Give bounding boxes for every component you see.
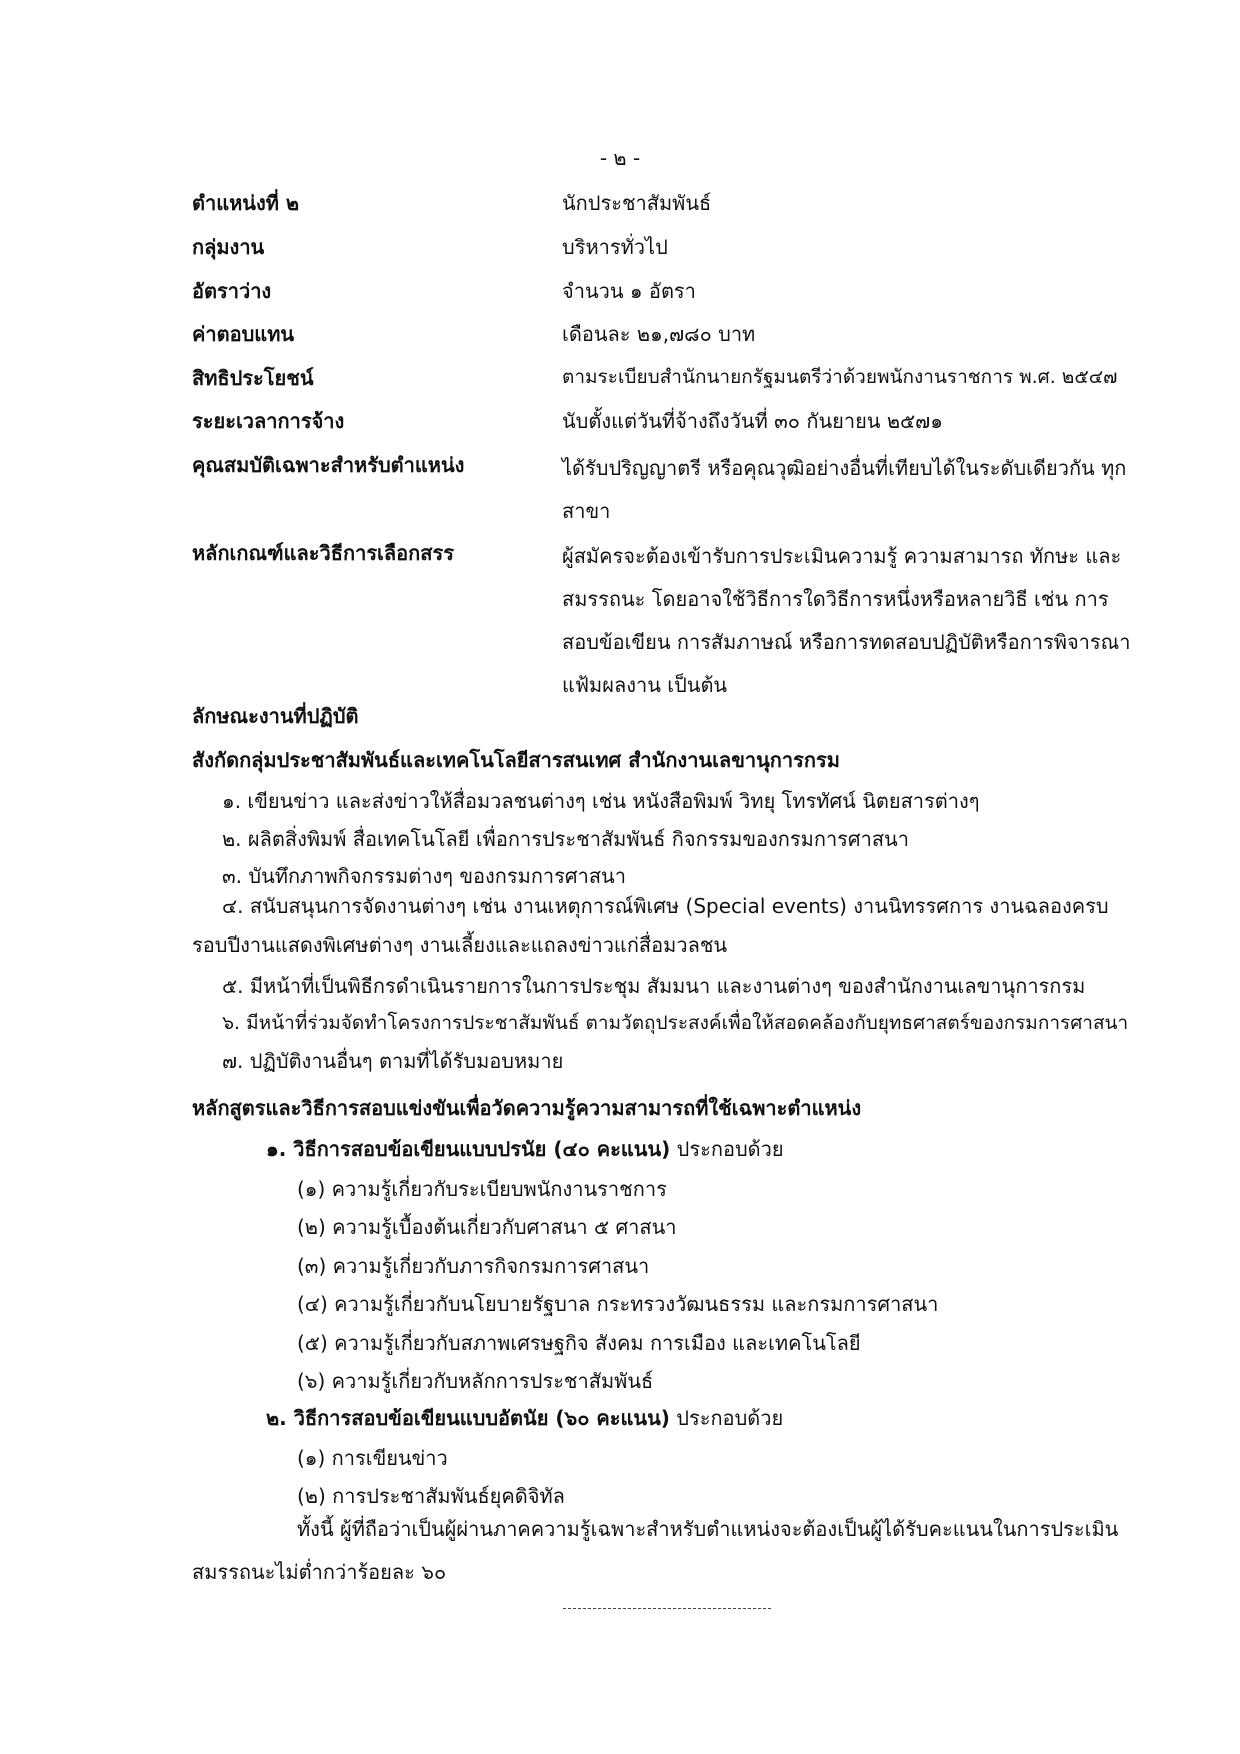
info-label: กลุ่มงาน [192, 235, 265, 259]
info-value: บริหารทั่วไป [562, 235, 668, 259]
exam-part-1 [266, 1133, 784, 1165]
duty-item: ๓. บันทึกภาพกิจกรรมต่างๆ ของกรมการศาสนา [222, 864, 626, 888]
exam-item: (๑) ความรู้เกี่ยวกับระเบียบพนักงานราชการ [297, 1177, 667, 1201]
exam-part-title: ๒. วิธีการสอบข้อเขียนแบบอัตนัย (๖๐ คะแนน) [266, 1406, 670, 1430]
exam-part-suffix: ประกอบด้วย [670, 1137, 784, 1161]
duty-item: ๒. ผลิตสิ่งพิมพ์ สื่อเทคโนโลยี เพื่อการประชาสัมพันธ์ กิจกรรมของกรมการศาสนา [222, 827, 909, 851]
duty-item: ๖. มีหน้าที่ร่วมจัดทำโครงการประชาสัมพันธ์ ตามวัตถุประสงค์เพื่อให้สอดคล้องกับยุทธศาสตร์ของกรมการศาสนา [222, 1012, 1129, 1034]
info-label: ตำแหน่งที่ ๒ [192, 191, 300, 215]
exam-item: (๓) ความรู้เกี่ยวกับภารกิจกรมการศาสนา [297, 1254, 650, 1278]
duty-item: ๔. สนับสนุนการจัดงานต่างๆ เช่น งานเหตุการณ์พิเศษ (Special events) งานนิทรรศการ งานฉลองครบรอบปีงานแสดงพิเศษต่างๆ งานเลี้ยงและแถลงข่าวแก่สื่อมวลชน [192, 894, 1109, 957]
info-label: สิทธิประโยชน์ [192, 366, 314, 390]
info-value: นักประชาสัมพันธ์ [562, 191, 712, 215]
exam-item: (๔) ความรู้เกี่ยวกับนโยบายรัฐบาล กระทรวงวัฒนธรรม และกรมการศาสนา [297, 1292, 939, 1316]
exam-heading: หลักสูตรและวิธีการสอบแข่งขันเพื่อวัดความรู้ความสามารถที่ใช้เฉพาะตำแหน่ง [192, 1096, 862, 1120]
exam-part-2 [266, 1402, 783, 1434]
exam-item: (๒) การประชาสัมพันธ์ยุคดิจิทัล [297, 1484, 565, 1508]
exam-part-suffix: ประกอบด้วย [669, 1406, 784, 1430]
exam-note: ทั้งนี้ ผู้ที่ถือว่าเป็นผู้ผ่านภาคความรู้เฉพาะสำหรับตำแหน่งจะต้องเป็นผู้ได้รับคะแนนในการประเมินสมรรถนะไม่ต่ำกว่าร้อยละ ๖๐ [192, 1517, 1119, 1584]
exam-item: (๒) ความรู้เบื้องต้นเกี่ยวกับศาสนา ๕ ศาสนา [297, 1215, 677, 1239]
info-label: ค่าตอบแทน [192, 322, 295, 346]
exam-item: (๖) ความรู้เกี่ยวกับหลักการประชาสัมพันธ์ [297, 1369, 654, 1393]
info-value: เดือนละ ๒๑,๗๘๐ บาท [562, 322, 756, 346]
duties-heading: ลักษณะงานที่ปฏิบัติ [192, 704, 359, 728]
info-value: ตามระเบียบสำนักนายกรัฐมนตรีว่าด้วยพนักงานราชการ พ.ศ. ๒๕๔๗ [562, 366, 1118, 388]
duty-item: ๕. มีหน้าที่เป็นพิธีกรดำเนินรายการในการประชุม สัมมนา และงานต่างๆ ของสำนักงานเลขานุการกรม [222, 974, 1086, 998]
end-divider [563, 1608, 771, 1609]
duty-item: ๗. ปฏิบัติงานอื่นๆ ตามที่ได้รับมอบหมาย [222, 1049, 564, 1073]
info-label: คุณสมบัติเฉพาะสำหรับตำแหน่ง [192, 453, 465, 477]
exam-part-title: ๑. วิธีการสอบข้อเขียนแบบปรนัย (๔๐ คะแนน) [266, 1137, 671, 1161]
info-value: จำนวน ๑ อัตรา [562, 279, 696, 303]
info-label: ระยะเวลาการจ้าง [192, 409, 345, 433]
page-number: - ๒ - [599, 146, 641, 170]
info-value: นับตั้งแต่วันที่จ้างถึงวันที่ ๓๐ กันยายน ๒๕๗๑ [562, 409, 943, 433]
info-value: ได้รับปริญญาตรี หรือคุณวุฒิอย่างอื่นที่เทียบได้ในระดับเดียวกัน ทุกสาขา [562, 456, 1127, 523]
info-label: อัตราว่าง [192, 279, 272, 303]
duties-subheading: สังกัดกลุ่มประชาสัมพันธ์และเทคโนโลยีสารสนเทศ สำนักงานเลขานุการกรม [192, 748, 840, 772]
info-label: หลักเกณฑ์และวิธีการเลือกสรร [192, 541, 454, 565]
exam-item: (๕) ความรู้เกี่ยวกับสภาพเศรษฐกิจ สังคม การเมือง และเทคโนโลยี [297, 1331, 861, 1355]
duty-item: ๑. เขียนข่าว และส่งข่าวให้สื่อมวลชนต่างๆ เช่น หนังสือพิมพ์ วิทยุ โทรทัศน์ นิตยสารต่างๆ [222, 789, 980, 813]
exam-item: (๑) การเขียนข่าว [297, 1446, 448, 1470]
info-value: ผู้สมัครจะต้องเข้ารับการประเมินความรู้ ความสามารถ ทักษะ และสมรรถนะ โดยอาจใช้วิธีการใดวิธีการหนึ่งหรือหลายวิธี เช่น การสอบข้อเขียน การสัมภาษณ์ หรือการทดสอบปฏิบัติหรือการพิจารณาแฟ้มผลงาน เป็นต้น [562, 544, 1131, 697]
